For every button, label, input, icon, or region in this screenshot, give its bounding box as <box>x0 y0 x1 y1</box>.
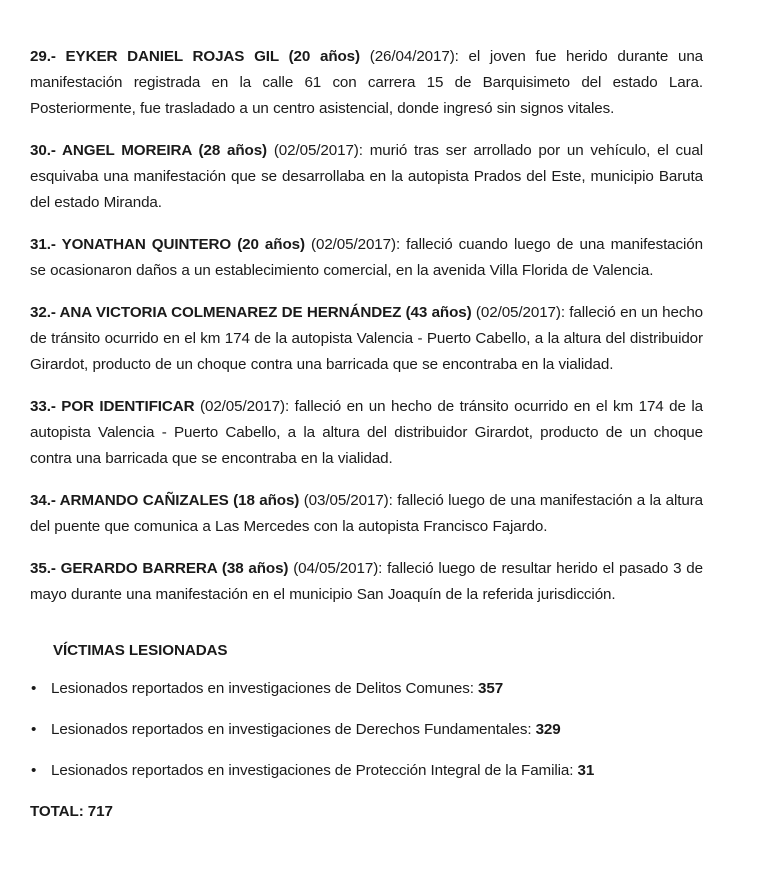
victim-entry <box>30 232 703 284</box>
injured-total: TOTAL: 717 <box>30 803 113 820</box>
victim-name: 35.- GERARDO BARRERA (38 años) <box>30 560 289 577</box>
victim-description: : falleció luego de una manifestación a la altura del puente que comunica a Las Mercedes con la autopista Francisco Fajardo. <box>30 492 703 535</box>
victim-name: 30.- ANGEL MOREIRA (28 años) <box>30 142 267 159</box>
victim-entry <box>30 138 703 216</box>
victim-entry <box>30 44 703 122</box>
victim-entry <box>30 556 703 608</box>
victim-date: (02/05/2017) <box>304 236 396 253</box>
victim-date: (02/05/2017) <box>267 142 359 159</box>
injured-section-heading: VÍCTIMAS LESIONADAS <box>53 642 228 659</box>
list-item-label: Lesionados reportados en investigaciones de Protección Integral de la Familia: <box>51 762 578 779</box>
list-item <box>30 758 703 784</box>
victim-description: : falleció cuando luego de una manifestación se ocasionaron daños a un establecimiento comercial, en la avenida Villa Florida de Valencia. <box>30 236 703 279</box>
victim-description: : falleció en un hecho de tránsito ocurrido en el km 174 de la autopista Valencia - Puerto Cabello, a la altura del distribuidor Girardot, producto de un choque contra una barricada que se encontraba en la vialidad. <box>30 304 704 373</box>
injured-bullet-list <box>30 676 703 784</box>
victim-date: (03/05/2017) <box>299 492 389 509</box>
victim-description: : falleció luego de resultar herido el pasado 3 de mayo durante una manifestación en el municipio San Joaquín de la referida jurisdicción. <box>30 560 703 603</box>
victim-date: (04/05/2017) <box>288 560 379 577</box>
victim-description: : el joven fue herido durante una manifestación registrada en la calle 61 con carrera 15 de Barquisimeto del estado Lara. Posteriormente, fue trasladado a un centro asistencial, donde ingresó sin signos vitales. <box>30 48 704 117</box>
victim-entry <box>30 300 703 378</box>
list-item-count: 357 <box>478 680 504 697</box>
victim-name: 34.- ARMANDO CAÑIZALES (18 años) <box>30 492 300 509</box>
victim-entry <box>30 488 703 540</box>
victim-name: 29.- EYKER DANIEL ROJAS GIL (20 años) <box>30 48 360 65</box>
victim-entry <box>30 394 703 472</box>
victim-name: 31.- YONATHAN QUINTERO (20 años) <box>30 236 305 253</box>
list-item-label: Lesionados reportados en investigaciones de Delitos Comunes: <box>51 680 479 697</box>
list-item-count: 329 <box>535 721 561 738</box>
victim-date: (02/05/2017) <box>471 304 561 321</box>
list-item-count: 31 <box>577 762 595 779</box>
victim-name: 32.- ANA VICTORIA COLMENAREZ DE HERNÁNDEZ (43 años) <box>30 304 472 321</box>
victim-description: : falleció en un hecho de tránsito ocurrido en el km 174 de la autopista Valencia - Puerto Cabello, a la altura del distribuidor Girardot, producto de un choque contra una barricada que se encontraba en la vialidad. <box>30 398 704 467</box>
victim-name: 33.- POR IDENTIFICAR <box>30 398 195 415</box>
bullet-dot-icon: • <box>31 721 37 738</box>
bullet-dot-icon: • <box>31 762 37 779</box>
list-item <box>30 717 703 743</box>
victim-description: : murió tras ser arrollado por un vehículo, el cual esquivaba una manifestación que se desarrollaba en la autopista Prados del Este, municipio Baruta del estado Miranda. <box>30 142 704 211</box>
list-item <box>30 676 703 702</box>
bullet-dot-icon: • <box>31 680 37 697</box>
list-item-label: Lesionados reportados en investigaciones de Derechos Fundamentales: <box>51 721 536 738</box>
victim-date: (02/05/2017) <box>194 398 285 415</box>
victim-date: (26/04/2017) <box>359 48 455 65</box>
